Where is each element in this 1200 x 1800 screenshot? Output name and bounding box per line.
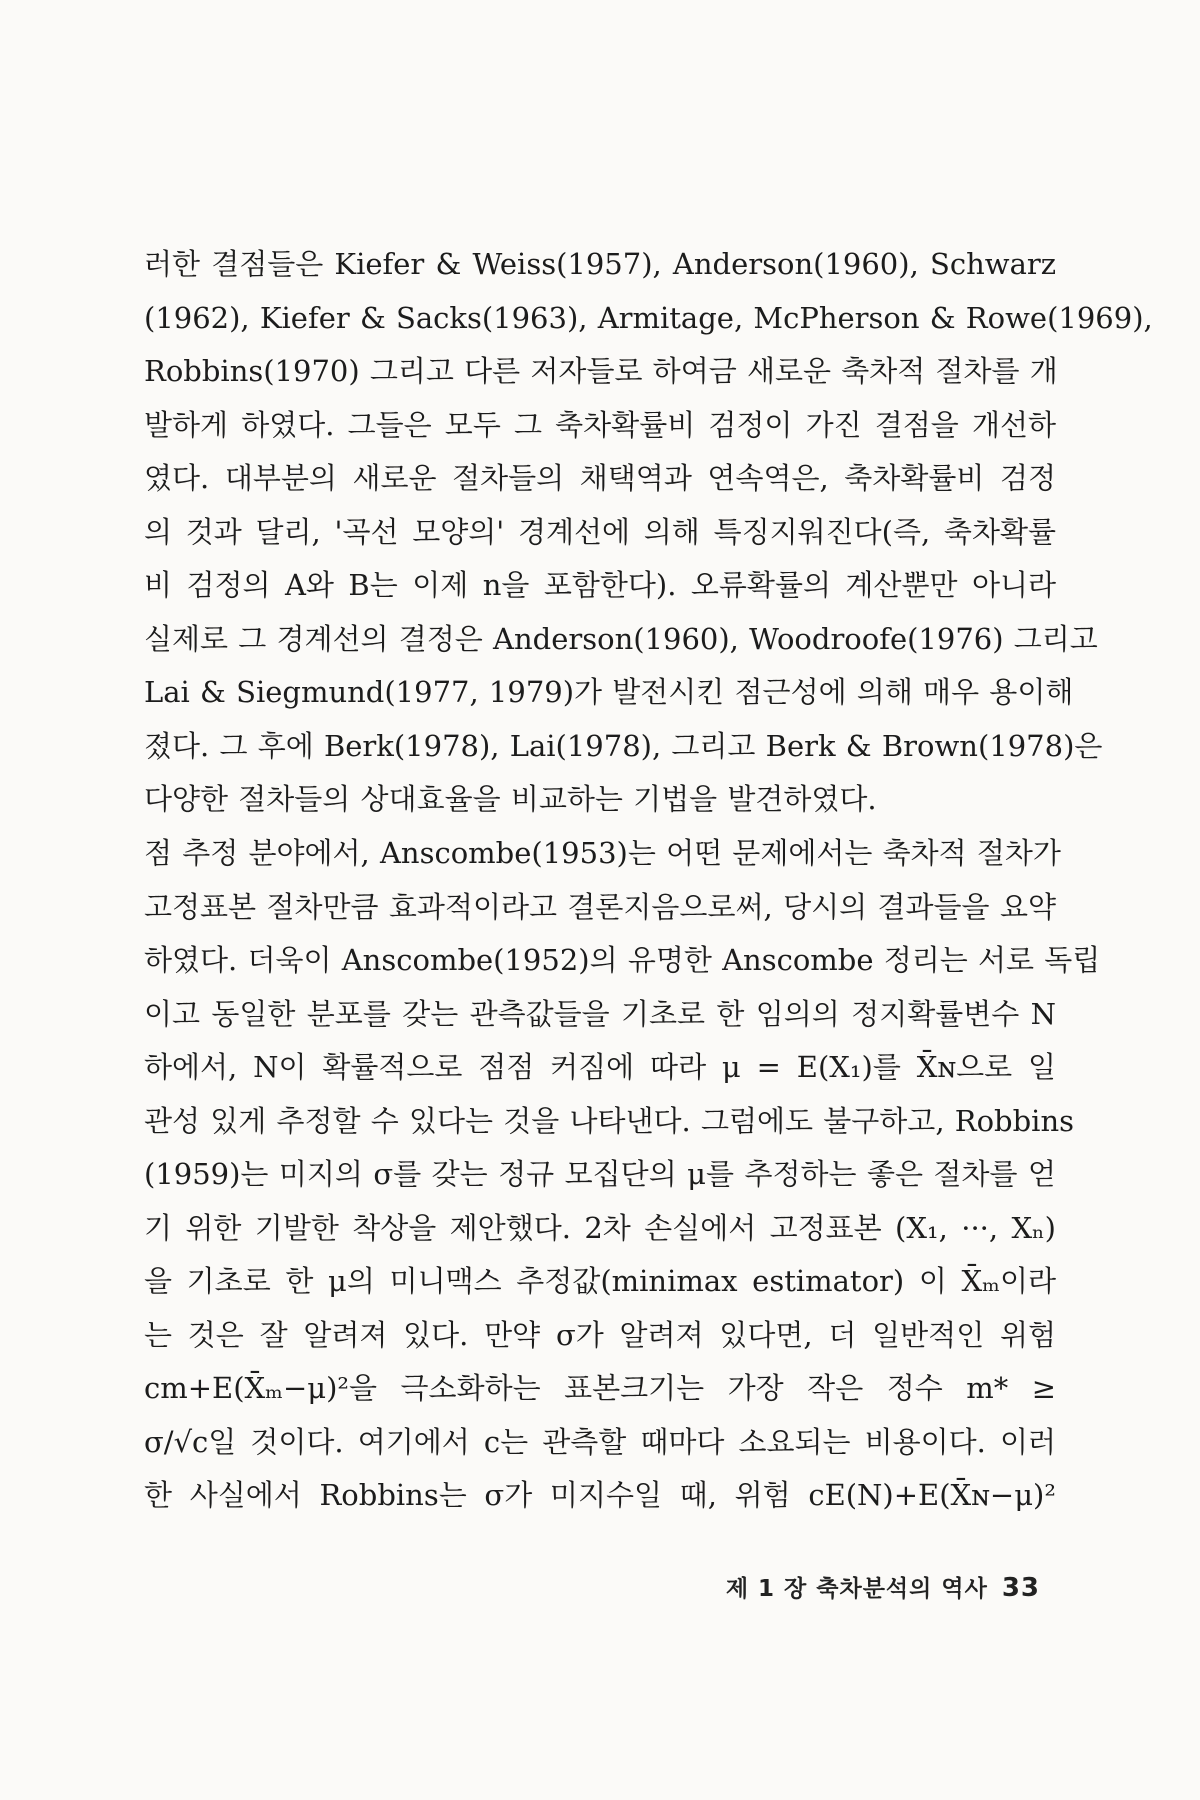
text-line: σ/√c일 것이다. 여기에서 c는 관측할 때마다 소요되는 비용이다. 이러	[144, 1424, 1056, 1459]
text-line: 고정표본 절차만큼 효과적이라고 결론지음으로써, 당시의 결과들을 요약	[144, 889, 1056, 924]
text-line: 의 것과 달리, '곡선 모양의' 경계선에 의해 특징지워진다(즉, 축차확률	[144, 514, 1056, 549]
text-line: Robbins(1970) 그리고 다른 저자들로 하여금 새로운 축차적 절차를 개	[144, 354, 1058, 388]
text-line: 하였다. 더욱이 Anscombe(1952)의 유명한 Anscombe 정리는 서로 독립	[144, 943, 1101, 977]
paragraph-2	[144, 827, 1101, 1523]
text-line: 을 기초로 한 μ의 미니맥스 추정값(minimax estimator) 이 X̄ₘ이라	[144, 1264, 1056, 1298]
text-line: cm+E(X̄ₘ−μ)²을 극소화하는 표본크기는 가장 작은 정수 m* ≥	[144, 1371, 1056, 1405]
text-line: 한 사실에서 Robbins는 σ가 미지수일 때, 위험 cE(N)+E(X̄ɴ−μ)²	[144, 1478, 1056, 1512]
text-line: 하에서, N이 확률적으로 점점 커짐에 따라 μ = E(X₁)를 X̄ɴ으로 일	[144, 1050, 1056, 1084]
text-line: 점 추정 분야에서, Anscombe(1953)는 어떤 문제에서는 축차적 절차가	[144, 836, 1061, 870]
text-line: 비 검정의 A와 B는 이제 n을 포함한다). 오류확률의 계산뿐만 아니라	[144, 568, 1056, 602]
text-line: 관성 있게 추정할 수 있다는 것을 나타낸다. 그럼에도 불구하고, Robbins	[144, 1103, 1075, 1138]
page-footer	[726, 1570, 1040, 1603]
page-number: 33	[1001, 1573, 1040, 1603]
text-line: 실제로 그 경계선의 결정은 Anderson(1960), Woodroofe(1976) 그리고	[144, 621, 1098, 656]
text-line: 기 위한 기발한 착상을 제안했다. 2차 손실에서 고정표본 (X₁, ···, Xₙ)	[144, 1210, 1056, 1245]
text-line: 러한 결점들은 Kiefer & Weiss(1957), Anderson(1960), Schwarz	[144, 247, 1056, 281]
chapter-title: 제 1 장 축차분석의 역사	[725, 1576, 988, 1602]
text-line: 는 것은 잘 알려져 있다. 만약 σ가 알려져 있다면, 더 일반적인 위험	[144, 1317, 1056, 1352]
text-line: (1959)는 미지의 σ를 갖는 정규 모집단의 μ를 추정하는 좋은 절차를 얻	[144, 1157, 1056, 1191]
paragraph-1	[144, 238, 1153, 827]
text-line: (1962), Kiefer & Sacks(1963), Armitage, McPherson & Rowe(1969),	[144, 300, 1153, 335]
text-line: 이고 동일한 분포를 갖는 관측값들을 기초로 한 임의의 정지확률변수 N	[144, 996, 1056, 1031]
text-line: 발하게 하였다. 그들은 모두 그 축차확률비 검정이 가진 결점을 개선하	[144, 407, 1056, 442]
text-line: Lai & Siegmund(1977, 1979)가 발전시킨 점근성에 의해 매우 용이해	[144, 675, 1074, 709]
text-line: 였다. 대부분의 새로운 절차들의 채택역과 연속역은, 축차확률비 검정	[144, 461, 1056, 495]
text-line: 졌다. 그 후에 Berk(1978), Lai(1978), 그리고 Berk & Brown(1978)은	[144, 728, 1103, 763]
text-line: 다양한 절차들의 상대효율을 비교하는 기법을 발견하였다.	[144, 782, 877, 816]
